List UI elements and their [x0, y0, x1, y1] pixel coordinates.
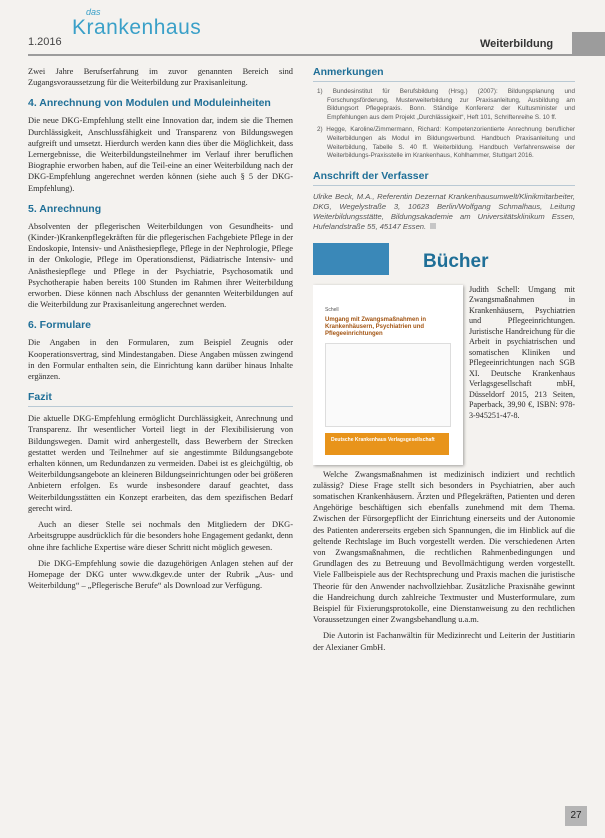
- book-cover-publisher-band: [325, 433, 449, 455]
- book-cover-publisher: Deutsche Krankenhaus Verlagsgesellschaft: [331, 436, 435, 443]
- end-marker: [430, 223, 436, 229]
- section-tab-marker: [572, 32, 605, 56]
- paragraph-anrechnung: Absolventen der pflegerischen Weiterbildungen von Gesundheits- und (Kinder-)Krankenpflegekräften für die pflegerischen Fachgebiete Pflege in der Endoskopie, Intensiv- und Anästhesiepflege, Pflege in der Nephrologie, Pflege in der Onkologie, Pflege im Operationsdienst, Pädiatrische Intensiv- und Anästhesiepflege und Pflege in der Psychiatrie, Psychosomatik und Psychotherapie haben bereits 100 Stunden im Rahmen ihrer Weiterbildung erworben. Diese können nach Abschluss der genannten Weiterbildungen auf die Weiterbildung zur Praxisanleitung angerechnet werden.: [28, 221, 293, 310]
- issue-number: 1.2016: [28, 36, 62, 48]
- right-column: [313, 66, 575, 798]
- logo-main-text: Krankenhaus: [72, 16, 202, 39]
- book-review-block: [313, 285, 575, 465]
- book-bibliography: Judith Schell: Umgang mit Zwangsmaßnahmen in Krankenhäusern, Psychiatrien und Pflegeeinrichtungen. Juristische Handreichung für die Arbeit in psychiatrischen und somatischen Kliniken und Pflegeeinrichtungen nach SGB XI. Deutsche Krankenhaus Verlagsgesellschaft mbH, Düsseldorf 2015, 213 Seiten, Paperback, 39,90 €, ISBN: 978-3-945251-47-8.: [469, 284, 575, 420]
- book-cover-image: [313, 285, 463, 465]
- paragraph-formulare: Die Angaben in den Formularen, zum Beispiel Zeugnis oder Kooperationsvertrag, sind Mindestangaben. Diese Angaben müssen zwingend in den Formular enthalten sein, die Einrichtung kann darüber hinaus Inhalte ergänzen.: [28, 338, 293, 382]
- books-blue-bar: [313, 243, 389, 275]
- heading-anrechnung: 5. Anrechnung: [28, 202, 102, 215]
- book-cover-panel: [325, 343, 451, 427]
- review-paragraph-1: Welche Zwangsmaßnahmen ist medizinisch indiziert und rechtlich zulässig? Diese Frage stellt sich besonders in Psychiatrien, aber auch somatischen Krankenhäusern. Ärzten und Pflegekräften, Patienten und deren Angehörige beschäftigen sich ebenfalls zunehmend mit dem Thema. Zwischen der Fürsorgepflicht der Einrichtung einerseits und der Autonomie des Patienten andererseits ergeben sich Spannungen, die im Hinblick auf die geltende Rechtslage im Buch vorgestellt werden. Die verschiedenen Arten von Zwangsmaßnahmen, die rechtlichen Rahmenbedingungen und Grundlagen des zu Betreuung und Bevollmächtigung werden vorgestellt. Viele Fallbeispiele aus der Rechtsprechung und Praxis machen die juristische Theorie für den Anwender nachvollziehbar. Zusätzliche Praxisnähe gewinnt die Handreichung durch zahlreiche Textmuster und Musterformulare, zum Beispiel für Fixierungsprotokolle, eine Dienstanweisung zu den rechtlichen Voraussetzungen einer Zwangsbehandlung u.a.m.: [313, 469, 575, 625]
- paragraph-fazit-2: Auch an dieser Stelle sei nochmals den Mitgliedern der DKG-Arbeitsgruppe ausdrücklich für die besonders hohe Engagement gedankt, denn ohne ihre fachliche Expertise wäre dieser Schritt nicht möglich gewesen.: [28, 520, 293, 552]
- logo-small-text: das: [86, 7, 101, 17]
- heading-fazit: Fazit: [28, 391, 293, 407]
- page-number: 27: [565, 806, 587, 826]
- books-section-header: [313, 243, 575, 281]
- heading-formulare: 6. Formulare: [28, 319, 92, 332]
- left-column: [28, 66, 293, 798]
- author-address-text: Ulrike Beck, M.A., Referentin Dezernat Krankenhausumwelt/Klinikmitarbeiter, DKG, Wegelystraße 3, 10623 Berlin/Wolfgang Schmalhaus, Leitung Weiterbildungsstätte, Bildungsakademie am Universitätsklinikum Essen, Hufelandstraße 55, 45147 Essen.: [313, 191, 575, 232]
- footnote-2: 2) Hegge, Karoline/Zimmermann, Richard: Kompetenzorientierte Anrechnung beruflicher Weiterbildungen als Modul im Bildungsverbund. Handbuch Praxisanleitung und Weiterbildung, Tabelle S. 40 ff. Weiterbildung. Handbuch Verfahrensweise der Weiterbildungs-Praxisstelle im Krankenhaus, Kohlhammer, Stuttgart 2016.: [317, 126, 575, 160]
- paragraph-anrechnung-module: Die neue DKG-Empfehlung stellt eine Innovation dar, indem sie die Themen Durchlässigkeit, Anschlussfähigkeit und Transparenz von Bildungswegen aufgreift und umsetzt. Hierdurch werden kann dies über die Möglichkeit, dass Lernergebnisse, die Weiterbildungsteilnehmer im Verlauf ihrer beruflichen Biographie erworben haben, auf die Teil-eine an einer Weiterbildung nach der DKG-Empfehlung angerechnet werden können (siehe auch § 5 der DKG-Empfehlung).: [28, 116, 293, 193]
- review-paragraph-2: Die Autorin ist Fachanwältin für Medizinrecht und Leiterin der Justitiarin der Alexianer GmbH.: [313, 631, 575, 652]
- book-cover-title: Umgang mit Zwangsmaßnahmen in Krankenhäusern, Psychiatrien und Pflegeeinrichtungen: [325, 316, 427, 337]
- author-address: [313, 192, 575, 233]
- page-header: [0, 0, 605, 60]
- heading-anmerkungen: Anmerkungen: [313, 66, 575, 82]
- intro-paragraph: Zwei Jahre Berufserfahrung im zuvor genannten Bereich sind Zugangsvoraussetzung für die Weiterbildung zur Praxisanleitung.: [28, 67, 293, 88]
- books-heading: Bücher: [423, 250, 489, 272]
- heading-anschrift: Anschrift der Verfasser: [313, 170, 575, 186]
- magazine-logo: [72, 8, 201, 38]
- heading-anrechnung-module: 4. Anrechnung von Modulen und Moduleinheiten: [28, 97, 271, 110]
- header-rule: [28, 54, 572, 56]
- book-cover-author: Schell: [325, 306, 339, 313]
- paragraph-fazit-3: Die DKG-Empfehlung sowie die dazugehörigen Anlagen stehen auf der Homepage der DKG unter www.dkgev.de unter der Rubrik „Aus- und Weiterbildung“ – „Pflegerische Berufe“ als Download zur Verfügung.: [28, 558, 293, 591]
- section-label: Weiterbildung: [480, 38, 554, 50]
- paragraph-fazit-1: Die aktuelle DKG-Empfehlung ermöglicht Durchlässigkeit, Anrechnung und Transparenz. Ihr wesentlicher Vorteil liegt in der Flexibilisierung von Bildungswegen. Damit wird anhergestellt, dass Bewerbern der Strecken gestattet werden und Teilnehmer auf sie angestimmte Bildungsangebote erhalten können, um Redundanzen zu vermeiden. Dabei ist es gleichgültig, ob Weiterbildungsangebote an kleineren Bildungseinrichtungen oder bei größeren Anbietern erfolgen. Es wurde insbesondere darauf geachtet, dass Weiterbildungsstätten ein Konzept erarbeiten, das dem spezifischen Bedarf gerecht wird.: [28, 414, 293, 513]
- footnote-1: 1) Bundesinstitut für Berufsbildung (Hrsg.) (2007): Bildungsplanung und Forschungsförderung, Musterweiterbildung zur Praxisanleitung, Ausbildung am Bildungsort Pflegepraxis. Bonn. Ständige Konferenz der Kultusminister und Empfehlungen aus dem Projekt „Durchlässigkeit“, Heft 101, Schriftenreihe S. 10 ff.: [317, 88, 575, 121]
